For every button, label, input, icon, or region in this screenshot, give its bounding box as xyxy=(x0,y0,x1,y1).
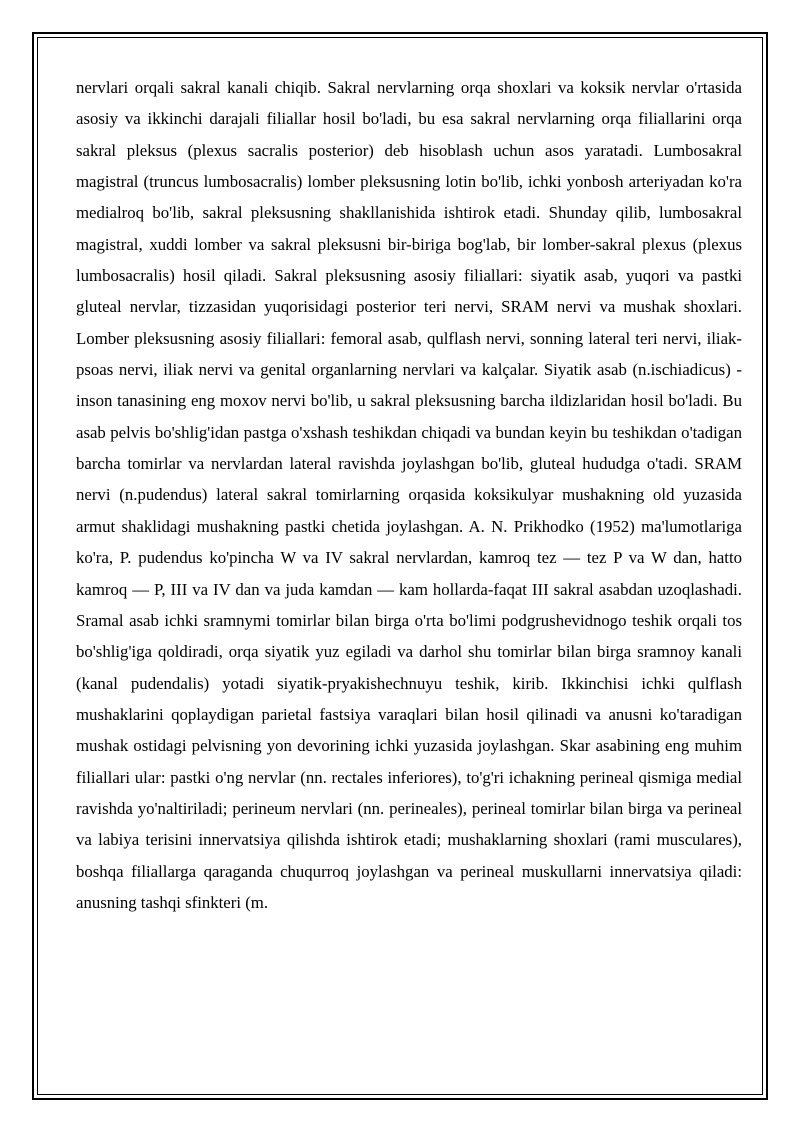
body-paragraph: nervlari orqali sakral kanali chiqib. Sakral nervlarning orqa shoxlari va koksik nervlar o'rtasida asosiy va ikkinchi darajali filiallar hosil bo'ladi, bu esa sakral nervlarning orqa filiallarini orqa sakral pleksus (plexus sacralis posterior) deb hisoblash uchun asos yaratadi. Lumbosakral magistral (truncus lumbosacralis) lomber pleksusning lotin bo'lib, ichki yonbosh arteriyadan ko'ra medialroq bo'lib, sakral pleksusning shakllanishida ishtirok etadi. Shunday qilib, lumbosakral magistral, xuddi lomber va sakral pleksusni bir-biriga bog'lab, bir lomber-sakral plexus (plexus lumbosacralis) hosil qiladi. Sakral pleksusning asosiy filiallari: siyatik asab, yuqori va pastki gluteal nervlar, tizzasidan yuqorisidagi posterior teri nervi, SRAM nervi va mushak shoxlari. Lomber pleksusning asosiy filiallari: femoral asab, qulflash nervi, sonning lateral teri nervi, iliak-psoas nervi, iliak nervi va genital organlarning nervlari va kalçalar. Siyatik asab (n.ischiadicus) - inson tanasining eng moxov nervi bo'lib, u sakral pleksusning barcha ildizlaridan hosil bo'ladi. Bu asab pelvis bo'shlig'idan pastga o'xshash teshikdan chiqadi va bundan keyin bu teshikdan o'tadigan barcha tomirlar va nervlardan lateral ravishda joylashgan bo'lib, gluteal hududga o'tadi. SRAM nervi (n.pudendus) lateral sakral tomirlarning orqasida koksikulyar mushakning old yuzasida armut shaklidagi mushakning pastki chetida joylashgan. A. N. Prikhodko (1952) ma'lumotlariga ko'ra, P. pudendus ko'pincha W va IV sakral nervlardan, kamroq tez — tez P va W dan, hatto kamroq — P, III va IV dan va juda kamdan — kam hollarda-faqat III sakral asabdan uzoqlashadi. Sramal asab ichki sramnymi tomirlar bilan birga o'rta bo'limi podgrushevidnogo teshik orqali tos bo'shlig'iga qoldiradi, orqa siyatik yuz egiladi va darhol shu tomirlar bilan birga sramnoy kanali (kanal pudendalis) yotadi siyatik-pryakishechnuyu teshik, kirib. Ikkinchisi ichki qulflash mushaklarini qoplaydigan parietal fastsiya varaqlari bilan hosil qilinadi va anusni ko'taradigan mushak ostidagi pelvisning yon devorining ichki yuzasida joylashgan. Skar asabining eng muhim filiallari ular: pastki o'ng nervlar (nn. rectales inferiores), to'g'ri ichakning perineal qismiga medial ravishda yo'naltiriladi; perineum nervlari (nn. perineales), perineal tomirlar bilan birga va perineal va labiya terisini innervatsiya qilishda ishtirok etadi; mushaklarning shoxlari (rami musculares), boshqa filiallarga qaraganda chuqurroq joylashgan va perineal muskullarni innervatsiya qiladi: anusning tashqi sfinkteri (m. xyxy=(76,78,742,912)
